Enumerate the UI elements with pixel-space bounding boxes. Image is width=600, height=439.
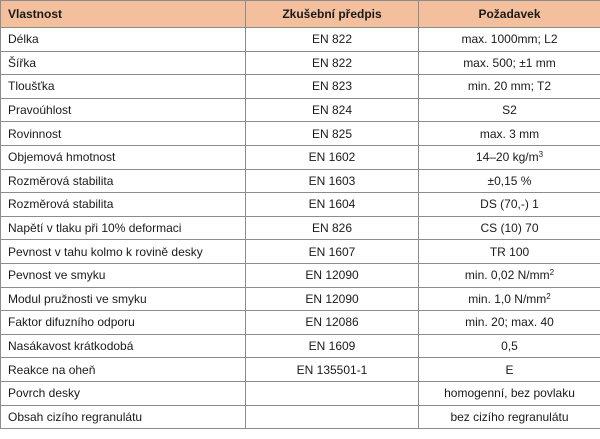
cell-property: Objemová hmotnost xyxy=(1,145,246,169)
requirement-value: min. 20 mm; T2 xyxy=(467,79,552,94)
header-requirement: Požadavek xyxy=(419,1,600,28)
requirement-value: CS (10) 70 xyxy=(480,221,539,236)
table-row xyxy=(1,240,600,264)
requirement-value: min. 0,02 N/mm xyxy=(464,268,550,283)
requirement-value: DS (70,-) 1 xyxy=(480,197,539,212)
table-row xyxy=(1,334,600,358)
table-row xyxy=(1,193,600,217)
cell-requirement xyxy=(419,381,600,405)
header-row xyxy=(1,1,600,28)
requirement-value: ±0,15 % xyxy=(487,173,532,188)
cell-standard xyxy=(246,405,419,429)
cell-property: Napětí v tlaku při 10% deformaci xyxy=(1,216,246,240)
header-property: Vlastnost xyxy=(1,1,246,28)
requirement-value: E xyxy=(505,362,514,377)
table-row xyxy=(1,405,600,429)
requirement-value: min. 20; max. 40 xyxy=(465,315,554,330)
cell-standard: EN 1604 xyxy=(246,193,419,217)
unit-exponent: 2 xyxy=(549,268,555,278)
cell-property: Pevnost ve smyku xyxy=(1,263,246,287)
requirement-value: homogenní, bez povlaku xyxy=(444,386,575,401)
requirement-value: 14–20 kg/m xyxy=(475,150,539,165)
table-header xyxy=(1,1,600,28)
table-row xyxy=(1,263,600,287)
requirement-value: S2 xyxy=(502,103,517,118)
cell-requirement xyxy=(419,240,600,264)
table-row xyxy=(1,98,600,122)
table-row xyxy=(1,145,600,169)
cell-requirement xyxy=(419,263,600,287)
cell-property: Nasákavost krátkodobá xyxy=(1,334,246,358)
cell-requirement xyxy=(419,28,600,52)
cell-requirement xyxy=(419,169,600,193)
cell-property: Povrch desky xyxy=(1,381,246,405)
cell-property: Modul pružnosti ve smyku xyxy=(1,287,246,311)
requirement-value: 0,5 xyxy=(501,339,518,354)
cell-requirement xyxy=(419,405,600,429)
cell-requirement xyxy=(419,98,600,122)
table-row xyxy=(1,311,600,335)
cell-requirement xyxy=(419,75,600,99)
cell-standard: EN 826 xyxy=(246,216,419,240)
requirement-value: max. 500; ±1 mm xyxy=(463,55,556,70)
cell-property: Šířka xyxy=(1,51,246,75)
table-row xyxy=(1,381,600,405)
cell-property: Tloušťka xyxy=(1,75,246,99)
cell-property: Délka xyxy=(1,28,246,52)
cell-standard: EN 1609 xyxy=(246,334,419,358)
cell-requirement xyxy=(419,216,600,240)
cell-standard: EN 135501-1 xyxy=(246,358,419,382)
requirement-value: max. 3 mm xyxy=(479,126,540,141)
cell-standard: EN 1607 xyxy=(246,240,419,264)
requirement-value: max. 1000mm; L2 xyxy=(461,32,558,47)
cell-requirement xyxy=(419,287,600,311)
table-row xyxy=(1,169,600,193)
cell-property: Rovinnost xyxy=(1,122,246,146)
table-row xyxy=(1,28,600,52)
requirement-value: bez cizího regranulátu xyxy=(450,409,569,424)
cell-requirement xyxy=(419,311,600,335)
cell-property: Pravoúhlost xyxy=(1,98,246,122)
cell-standard: EN 823 xyxy=(246,75,419,99)
cell-requirement xyxy=(419,193,600,217)
cell-property: Rozměrová stabilita xyxy=(1,169,246,193)
cell-requirement xyxy=(419,358,600,382)
cell-standard xyxy=(246,381,419,405)
requirement-value: TR 100 xyxy=(489,244,530,259)
table-row xyxy=(1,75,600,99)
requirement-value: min. 1,0 N/mm xyxy=(468,291,547,306)
cell-standard: EN 12086 xyxy=(246,311,419,335)
table-row xyxy=(1,122,600,146)
cell-standard: EN 1602 xyxy=(246,145,419,169)
cell-requirement xyxy=(419,51,600,75)
cell-standard: EN 12090 xyxy=(246,263,419,287)
table-row xyxy=(1,216,600,240)
cell-requirement xyxy=(419,122,600,146)
cell-standard: EN 12090 xyxy=(246,287,419,311)
cell-property: Obsah cizího regranulátu xyxy=(1,405,246,429)
table-row xyxy=(1,51,600,75)
cell-property: Rozměrová stabilita xyxy=(1,193,246,217)
unit-exponent: 2 xyxy=(546,291,551,301)
header-standard: Zkušební předpis xyxy=(246,1,419,28)
table-body xyxy=(1,28,600,429)
cell-property: Pevnost v tahu kolmo k rovině desky xyxy=(1,240,246,264)
table-row xyxy=(1,358,600,382)
table-row xyxy=(1,287,600,311)
cell-standard: EN 822 xyxy=(246,28,419,52)
cell-standard: EN 1603 xyxy=(246,169,419,193)
cell-standard: EN 825 xyxy=(246,122,419,146)
cell-requirement xyxy=(419,334,600,358)
cell-property: Reakce na oheň xyxy=(1,358,246,382)
cell-standard: EN 822 xyxy=(246,51,419,75)
cell-property: Faktor difuzního odporu xyxy=(1,311,246,335)
cell-requirement xyxy=(419,145,600,169)
unit-exponent: 3 xyxy=(538,150,544,160)
cell-standard: EN 824 xyxy=(246,98,419,122)
